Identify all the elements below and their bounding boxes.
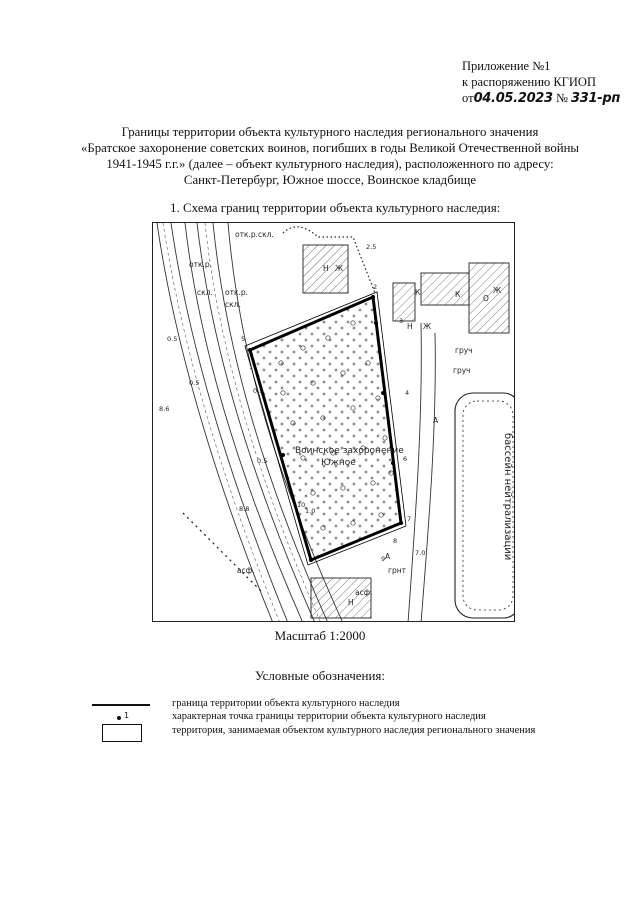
map-label: А: [433, 416, 439, 425]
annex-note: [462, 58, 620, 107]
map-number: 8: [393, 537, 398, 545]
map-label: Ж: [493, 286, 502, 295]
annex-line-2: к распоряжению КГИОП: [462, 75, 596, 89]
annex-number: 331-рп: [571, 91, 621, 106]
map-number: 7: [407, 515, 412, 523]
fence-left: [183, 513, 263, 593]
map-drawing: [153, 223, 515, 622]
title-line-1: Границы территории объекта культурного наследия регионального значения: [121, 125, 539, 139]
map-label: отк.р.: [225, 288, 249, 297]
cemetery-label-2: Южное: [321, 458, 356, 468]
map-label: асф.: [355, 588, 373, 597]
map-label: груч: [453, 366, 471, 375]
map-number: 2: [373, 283, 378, 291]
map-label: К: [415, 288, 421, 297]
basin-label: бассейн нейтрализации: [502, 433, 513, 561]
map-number: 0.5: [253, 387, 264, 395]
cemetery-label-1: Воинское захоронение: [295, 446, 404, 456]
map-number: 6: [403, 455, 408, 463]
map-number: 7.0: [415, 549, 426, 557]
annex-number-sign: №: [555, 91, 568, 105]
right-road: [408, 323, 435, 622]
map-number: 3: [399, 317, 404, 325]
annex-date-prefix: от: [462, 91, 474, 105]
map-label: Ж: [423, 322, 432, 331]
map-label: А: [385, 552, 391, 561]
map-number: 2.5: [366, 243, 377, 251]
map-number: 0.5: [257, 457, 268, 465]
map-label: асф.: [237, 566, 255, 575]
map-label: Н: [407, 322, 413, 331]
map-number: 10: [297, 501, 306, 509]
map-label: скл.: [225, 300, 241, 309]
document-title: [60, 124, 600, 188]
map-label: К: [455, 290, 461, 299]
map-label: груч: [455, 346, 473, 355]
map-label: О: [483, 294, 489, 303]
map-label: Н: [323, 264, 329, 273]
boundary-map: [152, 222, 515, 622]
map-scale: Масштаб 1:2000: [274, 628, 366, 643]
map-label: Н: [348, 598, 354, 607]
map-number: 0.5: [167, 335, 178, 343]
legend-item-territory: [92, 724, 612, 740]
map-number: 8.8: [239, 505, 250, 513]
legend-item-label: граница территории объекта культурного наследия: [172, 698, 400, 709]
annex-line-1: Приложение №1: [462, 59, 551, 73]
annex-line-3: [462, 90, 620, 107]
map-label: грнт: [388, 566, 406, 575]
map-number: 4: [405, 389, 410, 397]
map-label: Ж: [335, 264, 344, 273]
map-number: 1.0: [305, 507, 316, 515]
map-number: 0.5: [189, 379, 200, 387]
map-number: 9: [381, 555, 386, 563]
map-number: 5: [241, 335, 246, 343]
map-label: отк.р.: [189, 260, 213, 269]
map-number: 8.6: [159, 405, 170, 413]
legend-item-label: территория, занимаемая объектом культурного наследия регионального значения: [172, 725, 536, 736]
annex-date: 04.05.2023: [473, 91, 553, 106]
map-number: 1: [249, 363, 254, 371]
title-line-3: 1941-1945 г.г.» (далее – объект культурного наследия), расположенного по адресу:: [106, 157, 554, 171]
section-heading: 1. Схема границ территории объекта культурного наследия:: [170, 200, 501, 215]
title-line-4: Санкт-Петербург, Южное шоссе, Воинское кладбище: [183, 173, 477, 187]
map-label: отк.р.скл.: [235, 230, 274, 239]
legend-title: Условные обозначения:: [254, 668, 386, 683]
legend-item-label: характерная точка границы территории объекта культурного наследия: [172, 711, 486, 722]
territory-box-icon: [92, 724, 150, 740]
title-line-2: «Братское захоронение советских воинов, погибших в годы Великой Отечественной войны: [80, 141, 580, 155]
legend-point-number: 1: [124, 711, 130, 720]
map-label: скл.: [197, 288, 213, 297]
